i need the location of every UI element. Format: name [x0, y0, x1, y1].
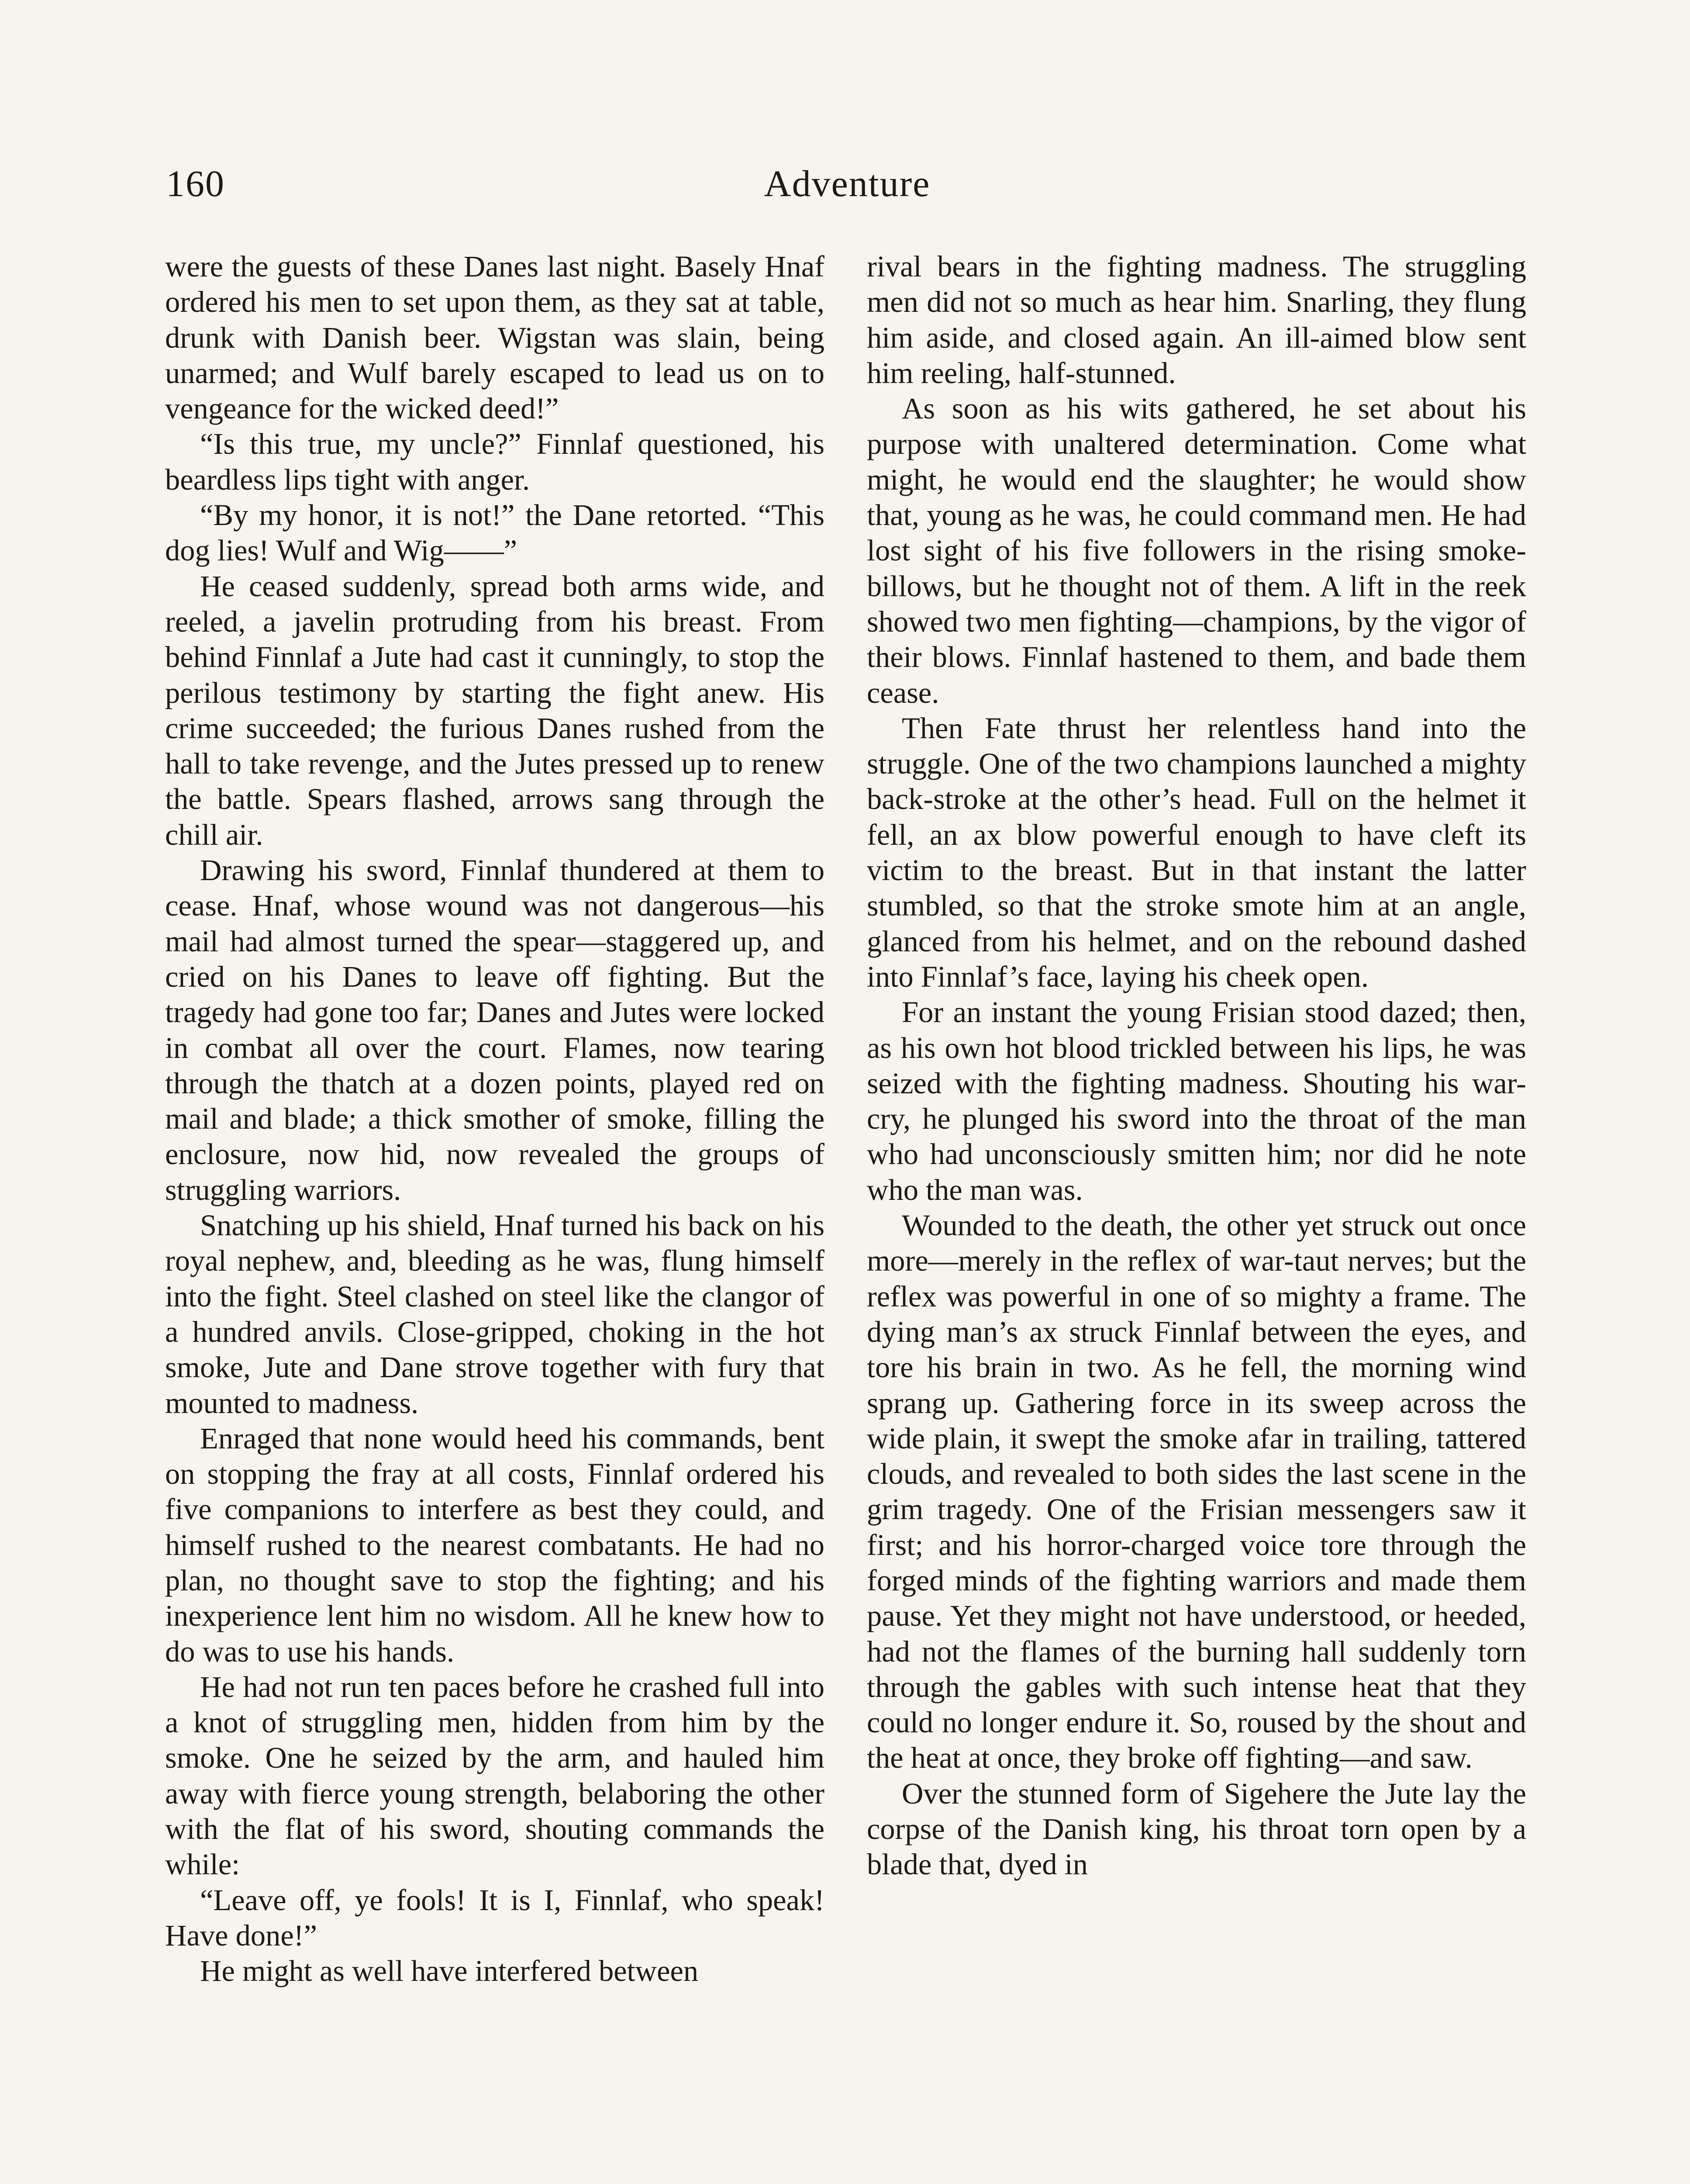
running-head: Adventure: [764, 162, 931, 204]
paragraph: Wounded to the death, the other yet struck out once more—merely in the reflex of war-taut nerves; but the reflex was powerful in one of so mighty a frame. The dying man’s ax struck Finnlaf between the eyes, and tore his brain in two. As he fell, the morning wind sprang up. Gathering force in its sweep across the wide plain, it swept the smoke afar in trailing, tattered clouds, and revealed to both sides the last scene in the grim tragedy. One of the Frisian messengers saw it first; and his horror-charged voice tore through the forged minds of the fighting warriors and made them pause. Yet they might not have understood, or heeded, had not the flames of the burning hall suddenly torn through the gables with such intense heat that they could no longer endure it. So, roused by the shout and the heat at once, they broke off fighting—and saw.: [867, 1209, 1526, 1775]
paragraph: Then Fate thrust her relentless hand into the struggle. One of the two champions launched a mighty back-stroke at the other’s head. Full on the helmet it fell, an ax blow powerful enough to have cleft its victim to the breast. But in that instant the latter stumbled, so that the stroke smote him at an angle, glanced from his helmet, and on the rebound dashed into Finnlaf’s face, laying his cheek open.: [867, 711, 1526, 993]
paragraph: Snatching up his shield, Hnaf turned his back on his royal nephew, and, bleeding as he was, flung himself into the fight. Steel clashed on steel like the clangor of a hundred anvils. Close-gripped, choking in the hot smoke, Jute and Dane strove together with fury that mounted to madness.: [165, 1209, 824, 1420]
page-header: [166, 157, 1528, 210]
paragraph: were the guests of these Danes last night. Basely Hnaf ordered his men to set upon them, as they sat at table, drunk with Danish beer. Wigstan was slain, being unarmed; and Wulf barely escaped to lead us on to vengeance for the wicked deed!”: [165, 250, 824, 425]
paragraph: “Leave off, ye fools! It is I, Finnlaf, who speak! Have done!”: [165, 1883, 824, 1952]
paragraph: For an instant the young Frisian stood dazed; then, as his own hot blood trickled between his lips, he was seized with the fighting madness. Shouting his war-cry, he plunged his sword into the throat of the man who had unconsciously smitten him; nor did he note who the man was.: [867, 995, 1526, 1206]
paragraph: He ceased suddenly, spread both arms wide, and reeled, a javelin protruding from his breast. From behind Finnlaf a Jute had cast it cunningly, to stop the perilous testimony by starting the fight anew. His crime succeeded; the furious Danes rushed from the hall to take revenge, and the Jutes pressed up to renew the battle. Spears flashed, arrows sang through the chill air.: [165, 569, 824, 851]
paragraph: Over the stunned form of Sigehere the Jute lay the corpse of the Danish king, his throat torn open by a blade that, dyed in: [867, 1776, 1526, 1881]
paragraph: rival bears in the fighting madness. The struggling men did not so much as hear him. Snarling, they flung him aside, and closed again. An ill-aimed blow sent him reeling, half-stunned.: [867, 250, 1526, 390]
paragraph: As soon as his wits gathered, he set about his purpose with unaltered determination. Come what might, he would end the slaughter; he would show that, young as he was, he could command men. He had lost sight of his five followers in the rising smoke-billows, but he thought not of them. A lift in the reek showed two men fighting—champions, by the vigor of their blows. Finnlaf hastened to them, and bade them cease.: [867, 392, 1526, 709]
paragraph: Enraged that none would heed his commands, bent on stopping the fray at all costs, Finnlaf ordered his five companions to interfere as best they could, and himself rushed to the nearest combatants. He had no plan, no thought save to stop the fighting; and his inexperience lent him no wisdom. All he knew how to do was to use his hands.: [165, 1421, 824, 1668]
left-column: [165, 249, 824, 1989]
paragraph: He had not run ten paces before he crashed full into a knot of struggling men, hidden from him by the smoke. One he seized by the arm, and hauled him away with fierce young strength, belaboring the other with the flat of his sword, shouting commands the while:: [165, 1670, 824, 1881]
page-number: 160: [166, 162, 225, 204]
paragraph: “Is this true, my uncle?” Finnlaf questioned, his beardless lips tight with anger.: [165, 427, 824, 496]
paragraph: “By my honor, it is not!” the Dane retorted. “This dog lies! Wulf and Wig——”: [165, 498, 824, 567]
right-column: [867, 249, 1526, 1883]
paragraph: He might as well have interfered between: [200, 1954, 699, 1988]
paragraph: Drawing his sword, Finnlaf thundered at them to cease. Hnaf, whose wound was not dangerous—his mail had almost turned the spear—staggered up, and cried on his Danes to leave off fighting. But the tragedy had gone too far; Danes and Jutes were locked in combat all over the court. Flames, now tearing through the thatch at a dozen points, played red on mail and blade; a thick smother of smoke, filling the enclosure, now hid, now revealed the groups of struggling warriors.: [165, 854, 824, 1206]
